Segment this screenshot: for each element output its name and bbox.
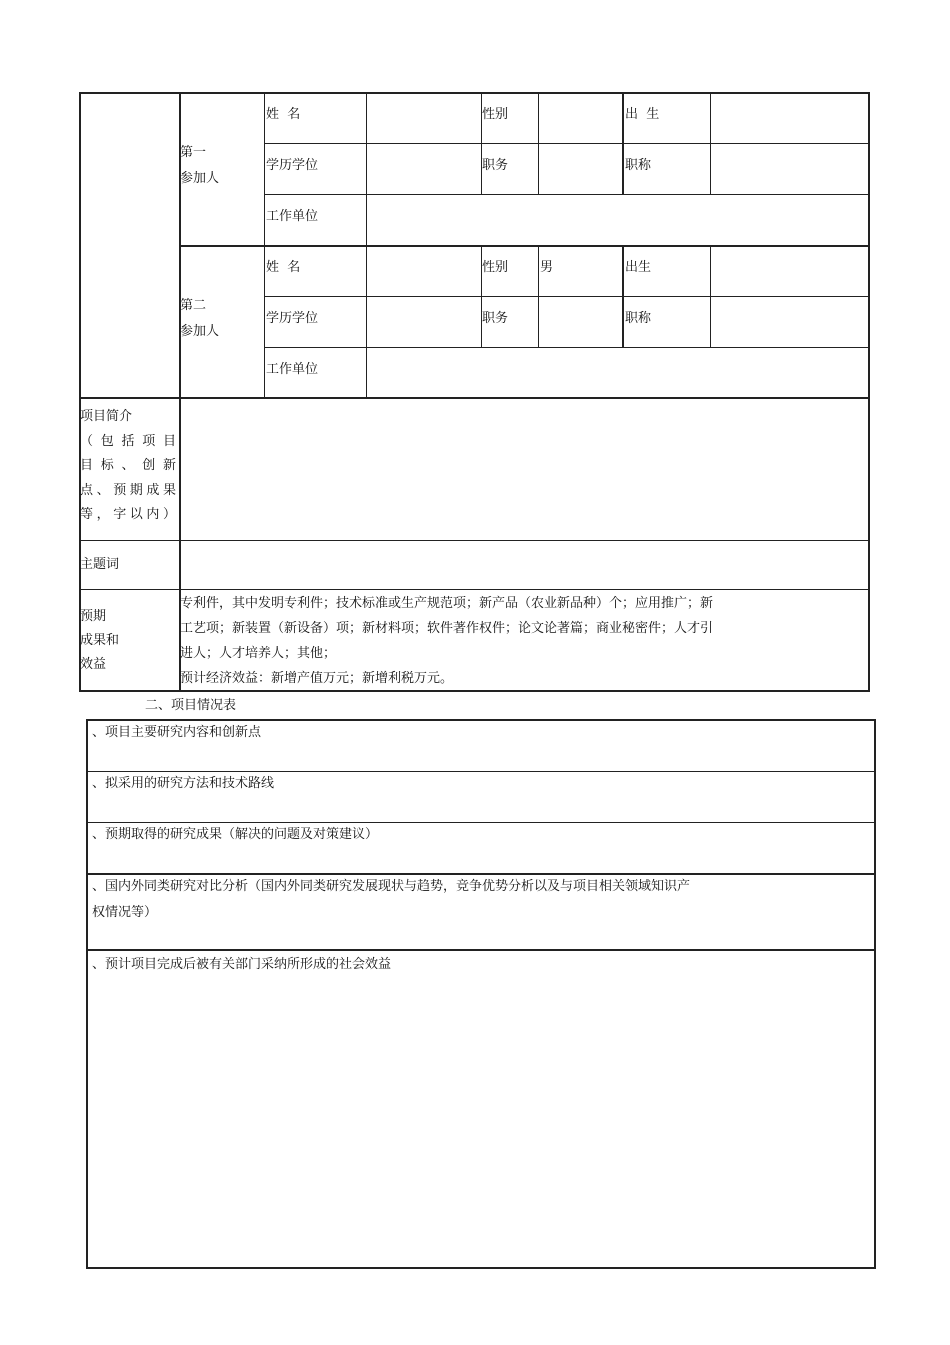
table2-bottom-border — [86, 1267, 876, 1269]
row-divider — [86, 949, 876, 951]
participant-divider — [179, 245, 870, 247]
expected-outcome-item[interactable]: 、预期取得的研究成果（解决的问题及对策建议） — [92, 827, 379, 842]
project-summary-label-line: 目标、创新 — [80, 458, 176, 473]
workplace-label: 工作单位 — [266, 362, 319, 377]
degree-label: 学历学位 — [266, 158, 319, 173]
project-summary-label-line: （包括项目 — [80, 433, 176, 449]
column-divider — [710, 245, 711, 347]
row-divider — [79, 589, 870, 590]
row-divider — [86, 822, 876, 823]
column-divider — [622, 92, 624, 194]
project-summary-label-line: 项目简介 — [80, 409, 133, 424]
workplace-label: 工作单位 — [266, 209, 319, 224]
row-divider — [264, 143, 870, 144]
position-label: 职务 — [482, 158, 509, 173]
column-divider — [538, 245, 539, 347]
keywords-label: 主题词 — [80, 557, 120, 572]
gender-field[interactable]: 男 — [540, 260, 554, 275]
comparative-analysis-item-cont: 权情况等） — [92, 905, 158, 920]
title-label: 职称 — [625, 311, 652, 326]
name-label: 姓 名 — [266, 260, 301, 275]
column-divider — [622, 245, 624, 347]
expected-results-line: 专利件，其中发明专利件；技术标准或生产规范项；新产品（农业新品种）个；应用推广；新 — [180, 596, 714, 611]
expected-results-line: 工艺项；新装置（新设备）项；新材料项；软件著作权件；论文论著篇；商业秘密件；人才引 — [180, 621, 714, 636]
expected-results-label — [80, 605, 119, 677]
table1-right-border — [868, 92, 870, 692]
position-label: 职务 — [482, 311, 509, 326]
table2-left-border — [86, 719, 88, 1269]
row-divider — [79, 540, 870, 541]
name-label: 姓 名 — [266, 107, 301, 122]
row-divider — [264, 194, 870, 195]
expected-results-line: 进人；人才培养人；其他； — [180, 646, 337, 661]
row-divider — [264, 347, 870, 348]
table1-top-border — [79, 92, 870, 94]
title-label: 职称 — [625, 158, 652, 173]
table2-top-border — [86, 719, 876, 721]
birth-label: 出 生 — [625, 107, 660, 122]
comparative-analysis-item[interactable]: 、国内外同类研究对比分析（国内外同类研究发展现状与趋势，竞争优势分析以及与项目相关领域知识产 — [92, 879, 691, 894]
degree-label: 学历学位 — [266, 311, 319, 326]
project-summary-label — [80, 405, 176, 528]
row-divider — [86, 771, 876, 772]
research-method-item[interactable]: 、拟采用的研究方法和技术路线 — [92, 776, 275, 791]
participant-1-label-line1: 第一 — [180, 145, 207, 160]
column-divider — [710, 92, 711, 194]
participant-2-label-line1: 第二 — [180, 298, 207, 313]
expected-results-label-line: 效益 — [80, 657, 107, 672]
row-divider — [86, 873, 876, 875]
section-2-title: 二、项目情况表 — [145, 698, 237, 713]
gender-label: 性别 — [482, 107, 509, 122]
birth-label: 出生 — [625, 260, 652, 275]
expected-results-line: 预计经济效益：新增产值万元；新增利税万元。 — [180, 671, 454, 686]
participant-1-label-line2: 参加人 — [180, 171, 220, 186]
expected-results-content — [180, 591, 713, 691]
column-divider — [264, 92, 265, 398]
table2-right-border — [874, 719, 876, 1269]
expected-results-label-line: 成果和 — [80, 633, 120, 648]
research-content-item[interactable]: 、项目主要研究内容和创新点 — [92, 725, 262, 740]
row-divider — [79, 397, 870, 399]
row-divider — [264, 296, 870, 297]
gender-label: 性别 — [482, 260, 509, 275]
column-divider — [366, 92, 367, 398]
participant-2-label-line2: 参加人 — [180, 324, 220, 339]
project-summary-label-line: 等，字以内） — [80, 507, 176, 522]
project-summary-label-line: 点、预期成果 — [80, 482, 176, 498]
expected-results-label-line: 预期 — [80, 609, 107, 624]
column-divider — [538, 92, 539, 194]
social-benefit-item[interactable]: 、预计项目完成后被有关部门采纳所形成的社会效益 — [92, 957, 392, 972]
table1-left-border — [79, 92, 81, 692]
